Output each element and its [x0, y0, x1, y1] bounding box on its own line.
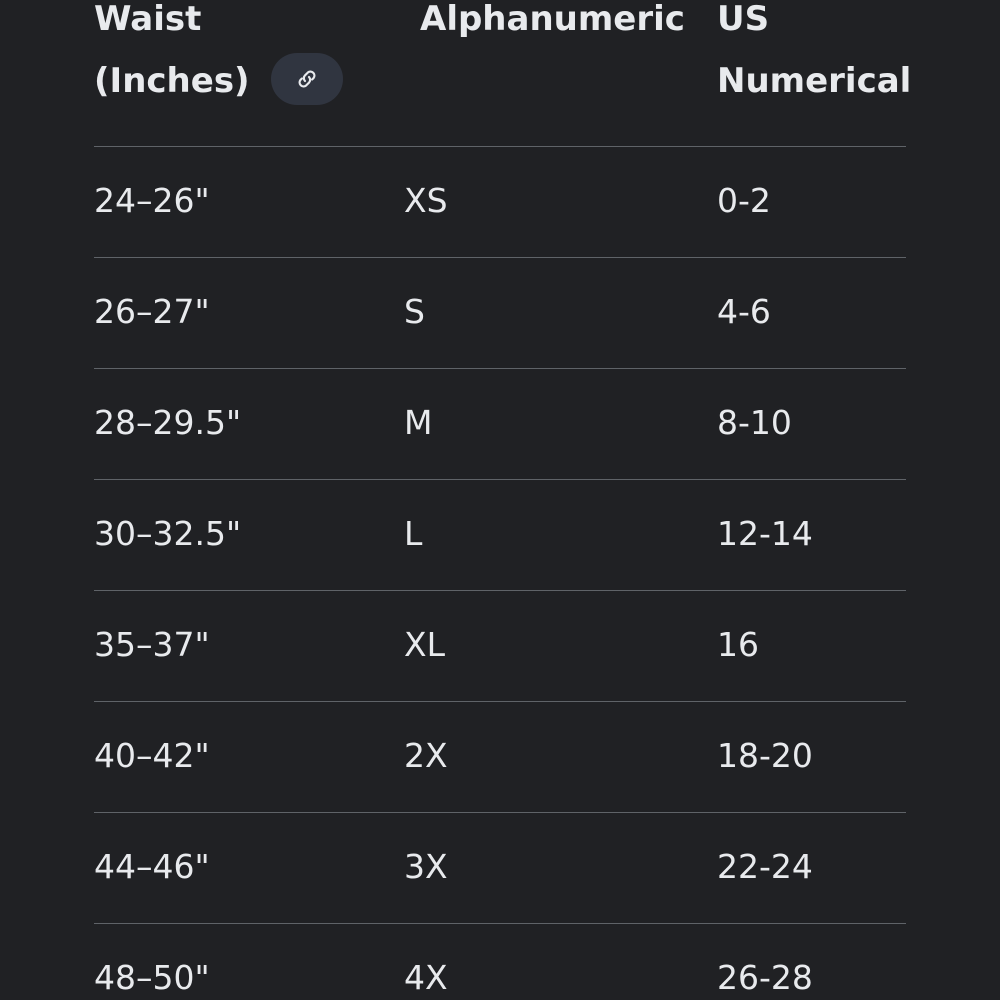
header-us-line2: Numerical	[717, 61, 912, 101]
table-row	[94, 702, 906, 813]
header-alphanumeric: Alphanumeric	[420, 0, 685, 39]
table-row	[94, 369, 906, 480]
header-waist-line1: Waist	[94, 0, 202, 39]
table-row	[94, 591, 906, 702]
header-us-line1: US	[717, 0, 770, 39]
table-row	[94, 258, 906, 369]
table-header	[94, 0, 912, 147]
cell-alphanumeric: 2X	[404, 736, 448, 775]
header-us-numerical	[717, 0, 917, 112]
table-row	[94, 924, 906, 1000]
table-row	[94, 147, 906, 258]
cell-us-numerical: 12-14	[717, 514, 813, 553]
link-icon	[295, 67, 319, 91]
cell-us-numerical: 0-2	[717, 181, 771, 220]
cell-us-numerical: 18-20	[717, 736, 813, 775]
cell-waist: 28–29.5"	[94, 403, 242, 442]
cell-alphanumeric: 3X	[404, 847, 448, 886]
cell-alphanumeric: XL	[404, 625, 445, 664]
cell-alphanumeric: M	[404, 403, 433, 442]
table-row	[94, 813, 906, 924]
cell-us-numerical: 16	[717, 625, 759, 664]
cell-alphanumeric: XS	[404, 181, 448, 220]
cell-waist: 26–27"	[94, 292, 210, 331]
cell-waist: 24–26"	[94, 181, 210, 220]
cell-us-numerical: 22-24	[717, 847, 813, 886]
header-waist-line2: (Inches)	[94, 61, 250, 101]
table-row	[94, 480, 906, 591]
cell-alphanumeric: L	[404, 514, 423, 553]
cell-alphanumeric: S	[404, 292, 425, 331]
cell-waist: 35–37"	[94, 625, 210, 664]
cell-us-numerical: 26-28	[717, 958, 813, 997]
copy-link-button[interactable]	[271, 53, 343, 105]
cell-waist: 30–32.5"	[94, 514, 242, 553]
cell-waist: 40–42"	[94, 736, 210, 775]
cell-alphanumeric: 4X	[404, 958, 448, 997]
cell-waist: 48–50"	[94, 958, 210, 997]
cell-us-numerical: 4-6	[717, 292, 771, 331]
cell-waist: 44–46"	[94, 847, 210, 886]
size-chart-table	[94, 0, 912, 1000]
cell-us-numerical: 8-10	[717, 403, 792, 442]
header-waist	[94, 0, 394, 112]
